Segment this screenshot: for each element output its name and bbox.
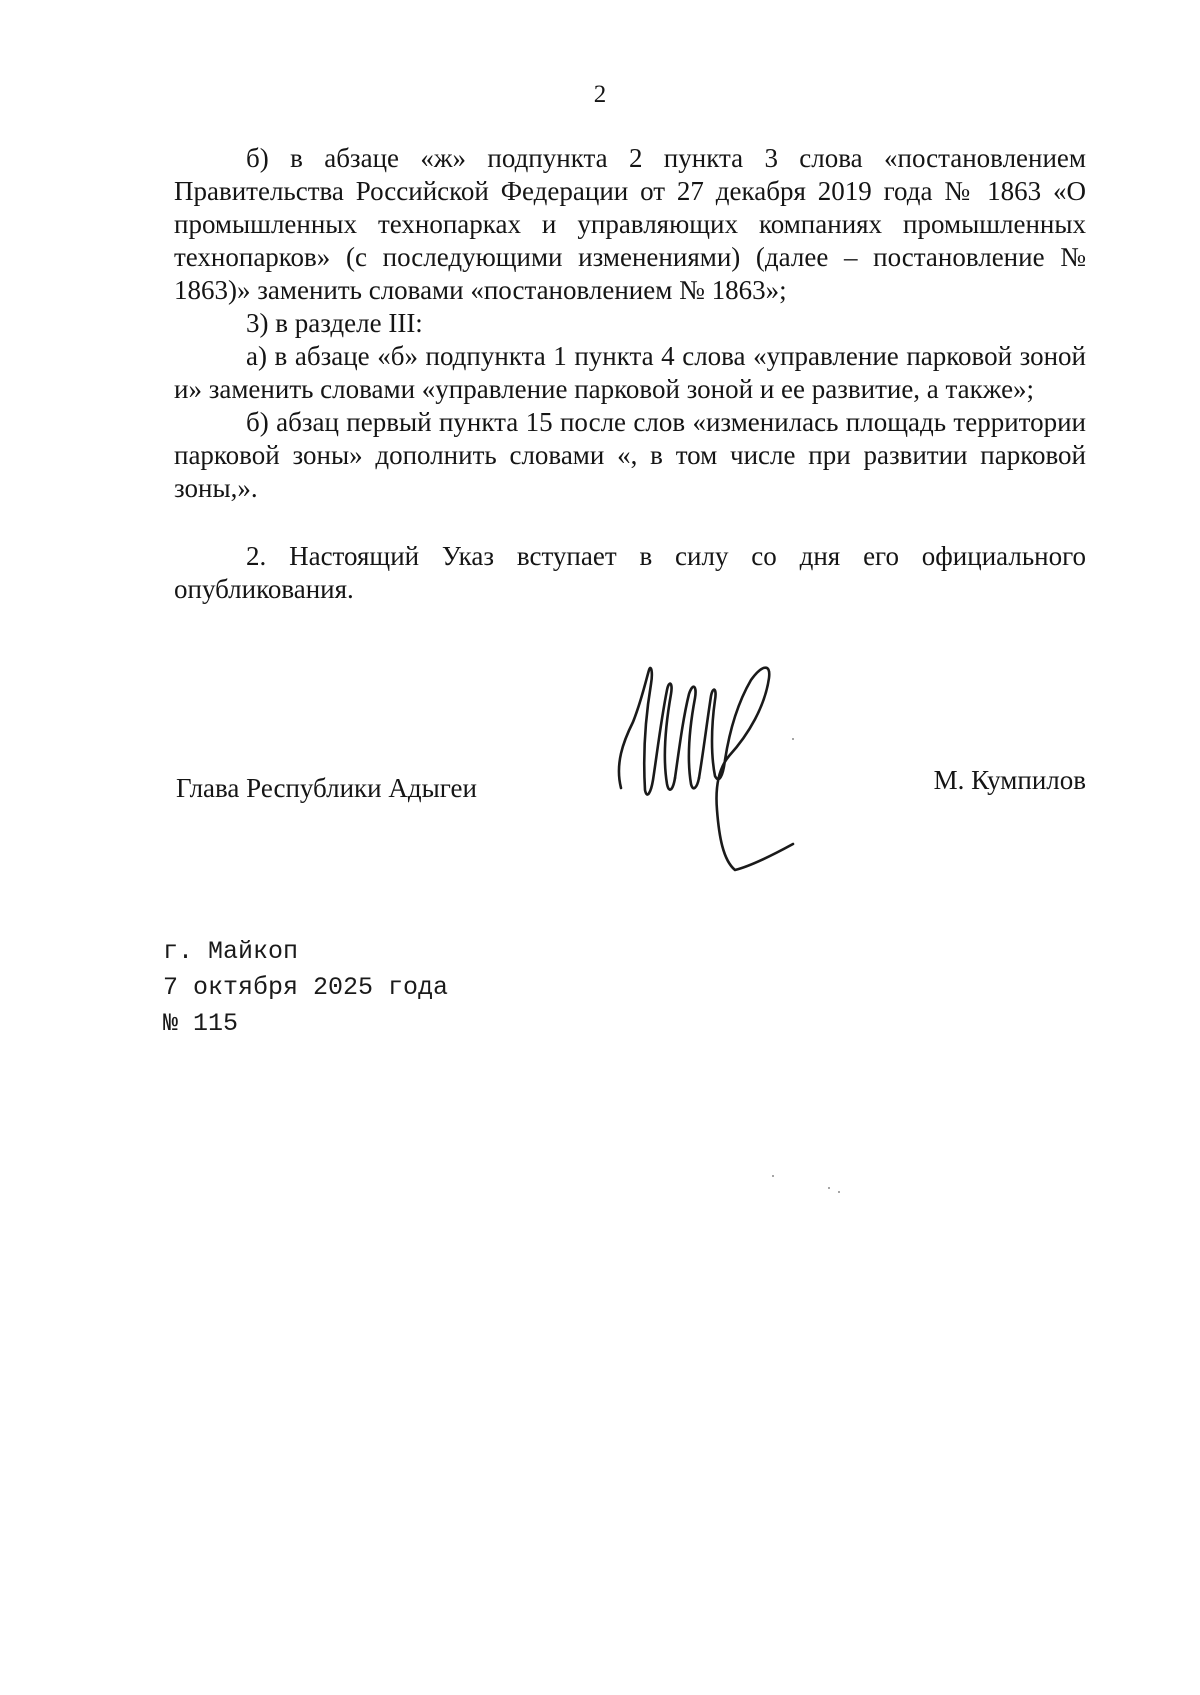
- footer-date: 7 октября 2025 года: [163, 973, 449, 1002]
- paragraph-amendment-b-2: б) абзац первый пункта 15 после слов «изменилась площадь территории парковой зоны» дополнить словами «, в том числе при развитии парковой зоны,».: [174, 407, 1086, 503]
- page-number: 2: [593, 81, 607, 108]
- footer-city: г. Майкоп: [163, 937, 299, 966]
- scan-speck: [838, 1191, 840, 1193]
- scan-speck: [828, 1187, 830, 1189]
- paragraph-amendment-a: а) в абзаце «б» подпункта 1 пункта 4 слова «управление парковой зоной и» заменить словами «управление парковой зоной и ее развитие, а также»;: [174, 341, 1086, 404]
- document-footer: [163, 934, 448, 1042]
- signatory-name: М. Кумпилов: [933, 765, 1086, 795]
- handwritten-signature: [615, 660, 835, 875]
- scan-speck: [792, 738, 794, 740]
- paragraph-section-3: 3) в разделе III:: [246, 308, 423, 338]
- paragraph-effective-date: 2. Настоящий Указ вступает в силу со дня его официального опубликования.: [174, 541, 1086, 604]
- paragraph-amendment-b: б) в абзаце «ж» подпункта 2 пункта 3 слова «постановлением Правительства Российской Федерации от 27 декабря 2019 года № 1863 «О промышленных технопарках и управляющих компаниях промышленных технопарков» (с последующими изменениями) (далее – постановление № 1863)» заменить словами «постановлением № 1863»;: [174, 143, 1086, 305]
- footer-number: № 115: [163, 1009, 239, 1038]
- signatory-position: Глава Республики Адыгеи: [176, 773, 477, 803]
- document-body: [174, 142, 1086, 606]
- scan-speck: [772, 1175, 774, 1177]
